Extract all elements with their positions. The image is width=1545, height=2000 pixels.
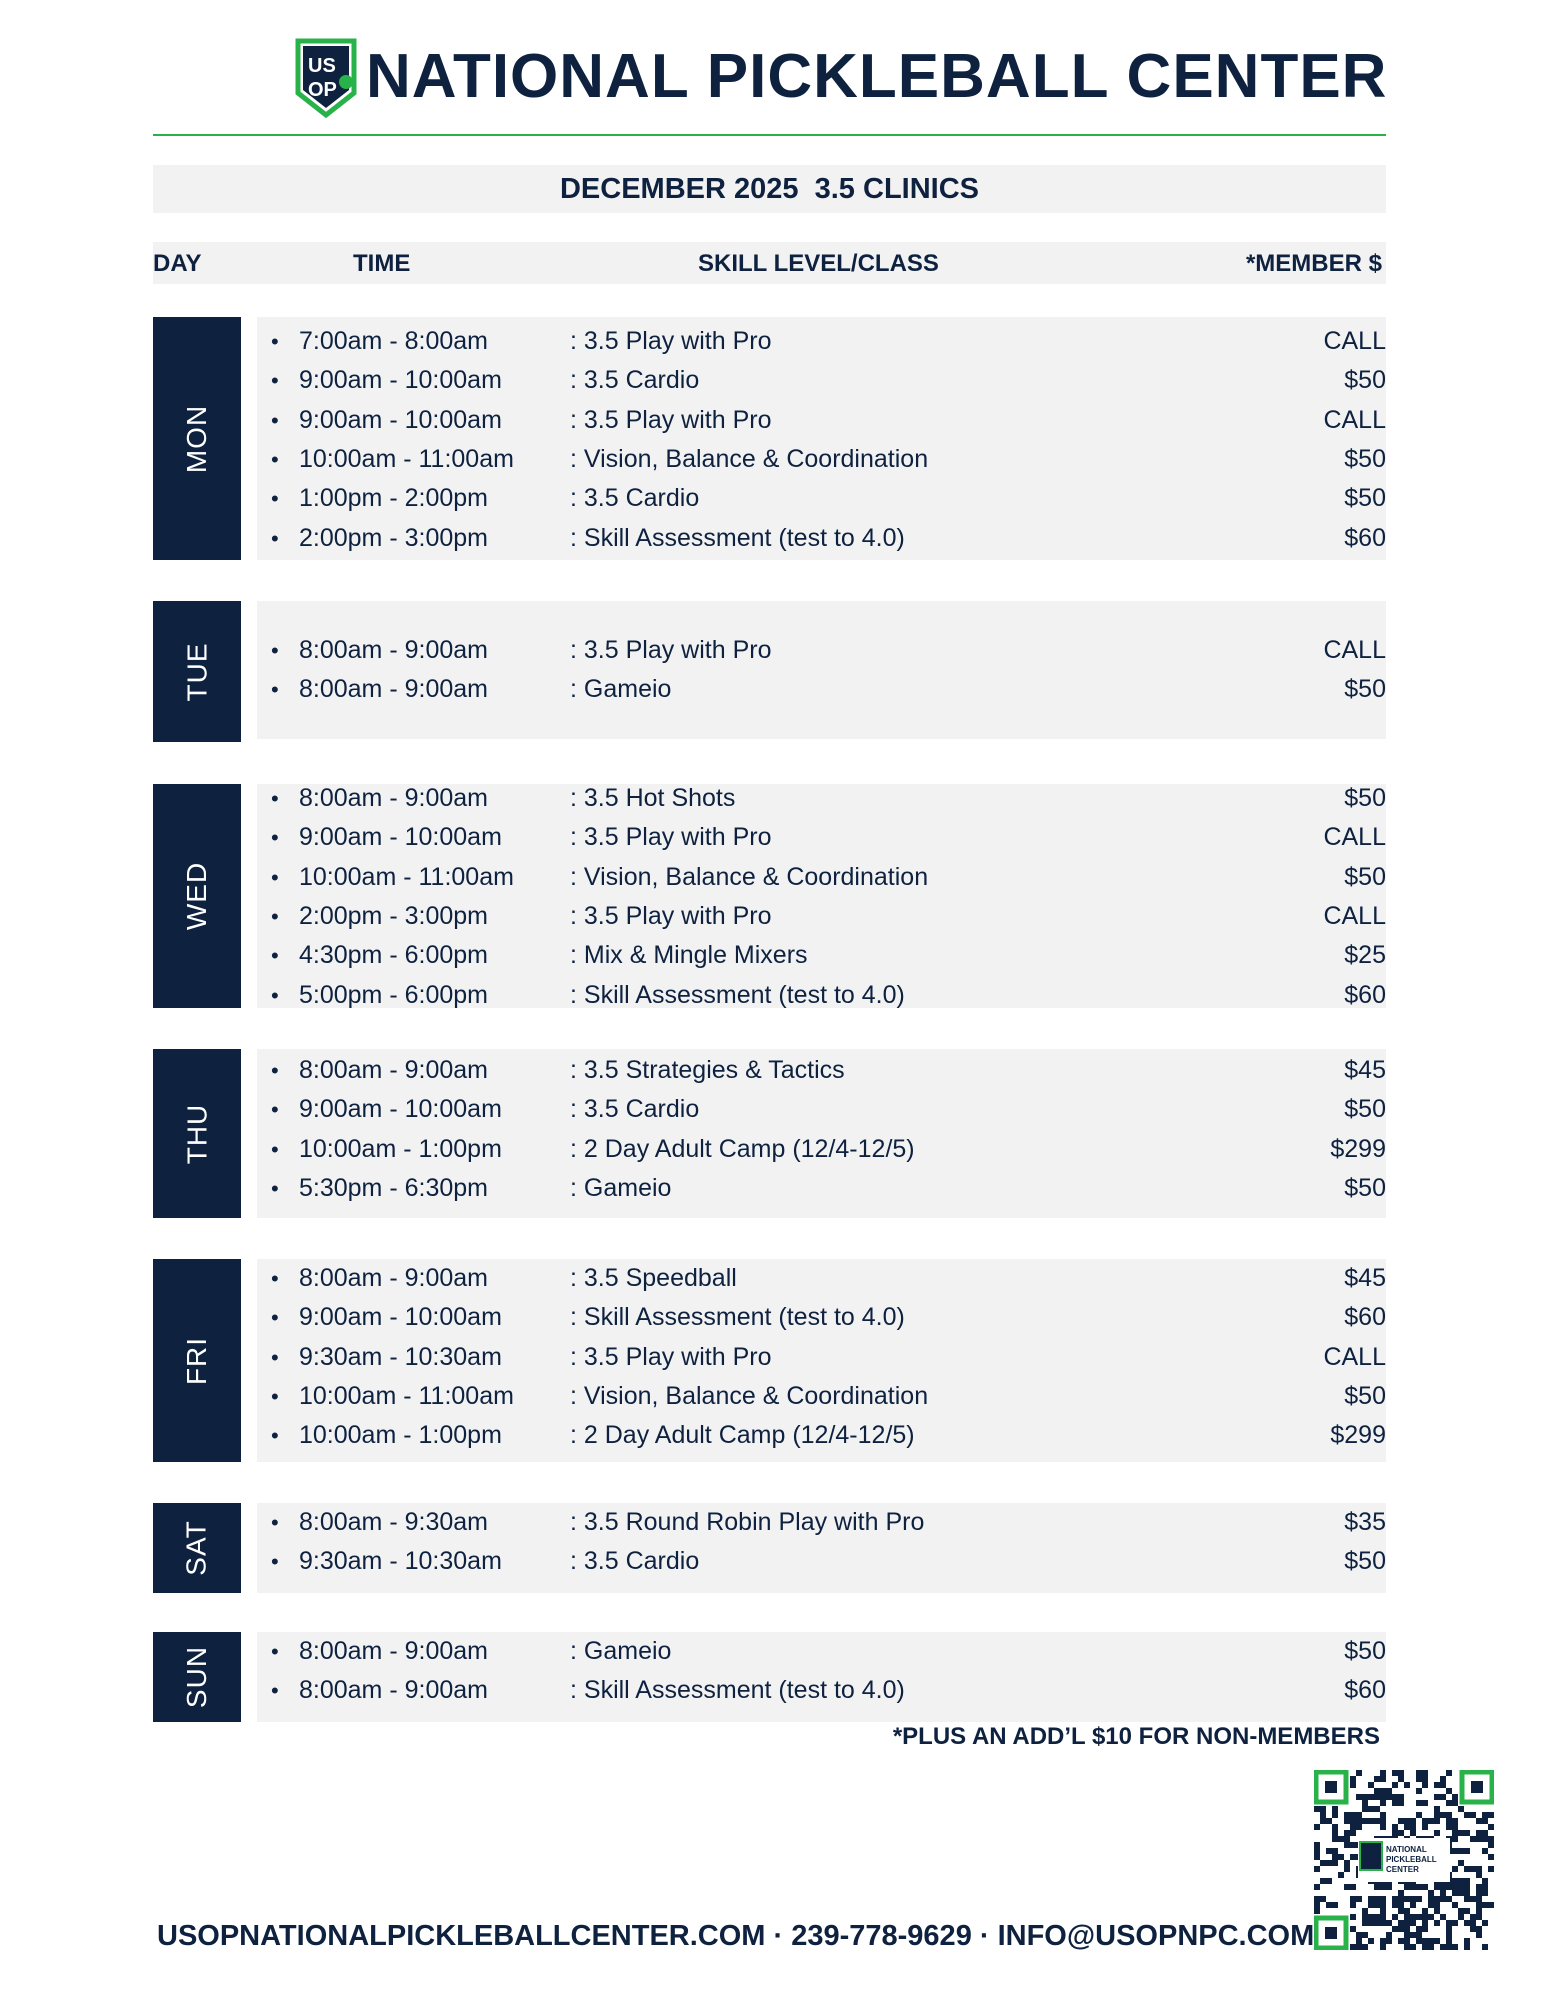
header — [0, 30, 1545, 130]
day-label: SAT — [180, 1520, 212, 1576]
list-item — [257, 670, 1386, 709]
bullet-icon: • — [271, 1383, 279, 1409]
session-price: CALL — [1323, 327, 1386, 355]
session-time: 9:00am - 10:00am — [299, 823, 502, 852]
day-panel-sun — [257, 1632, 1386, 1722]
bullet-icon: • — [271, 368, 279, 394]
session-class: : 3.5 Strategies & Tactics — [570, 1056, 845, 1084]
bullet-icon: • — [271, 982, 279, 1008]
session-price: CALL — [1323, 901, 1386, 930]
session-class: : 3.5 Round Robin Play with Pro — [570, 1508, 925, 1536]
bullet-icon: • — [271, 1305, 279, 1331]
session-time: 2:00pm - 3:00pm — [299, 523, 488, 552]
list-item — [257, 1338, 1386, 1377]
list-item — [257, 631, 1386, 670]
session-price: $50 — [1344, 1173, 1386, 1202]
bullet-icon: • — [271, 446, 279, 472]
day-tab-mon — [153, 317, 241, 560]
session-time: 10:00am - 11:00am — [299, 444, 514, 473]
session-time: 8:00am - 9:00am — [299, 1264, 488, 1292]
session-price: $50 — [1344, 1381, 1386, 1410]
session-time: 10:00am - 11:00am — [299, 862, 514, 891]
bullet-icon: • — [271, 329, 279, 354]
list-item — [257, 897, 1386, 936]
session-class: : 3.5 Cardio — [570, 484, 700, 513]
session-class: : Skill Assessment (test to 4.0) — [570, 980, 905, 1009]
bullet-icon: • — [271, 1058, 279, 1083]
session-price: $60 — [1344, 523, 1386, 552]
session-class: : Skill Assessment (test to 4.0) — [570, 523, 905, 552]
day-tab-wed — [153, 784, 241, 1008]
session-price: $50 — [1344, 484, 1386, 513]
svg-text:NATIONAL: NATIONAL — [1386, 1845, 1427, 1854]
session-price: $50 — [1344, 1095, 1386, 1124]
session-time: 9:00am - 10:00am — [299, 366, 502, 395]
session-time: 5:00pm - 6:00pm — [299, 980, 488, 1009]
session-class: : Skill Assessment (test to 4.0) — [570, 1303, 905, 1332]
session-time: 9:00am - 10:00am — [299, 405, 502, 434]
day-label: MON — [180, 404, 212, 473]
bullet-icon: • — [271, 903, 279, 929]
day-panel-wed — [257, 784, 1386, 1008]
list-item — [257, 1130, 1386, 1169]
session-price: $25 — [1344, 941, 1386, 970]
list-item — [257, 976, 1386, 1015]
session-price: $50 — [1344, 1637, 1386, 1665]
session-price: $299 — [1330, 1421, 1386, 1450]
page-title: DECEMBER 2025 3.5 CLINICS — [153, 165, 1386, 213]
session-class: : Mix & Mingle Mixers — [570, 941, 808, 970]
session-time: 10:00am - 1:00pm — [299, 1134, 502, 1163]
session-price: $60 — [1344, 980, 1386, 1009]
session-price: CALL — [1323, 405, 1386, 434]
session-time: 10:00am - 1:00pm — [299, 1421, 502, 1450]
non-member-note: *PLUS AN ADD’L $10 FOR NON-MEMBERS — [892, 1723, 1380, 1750]
session-class: : 2 Day Adult Camp (12/4-12/5) — [570, 1421, 915, 1450]
bullet-icon: • — [271, 1423, 279, 1449]
session-class: : Gameio — [570, 675, 672, 704]
session-time: 9:00am - 10:00am — [299, 1303, 502, 1332]
session-time: 5:30pm - 6:30pm — [299, 1173, 488, 1202]
session-price: $299 — [1330, 1134, 1386, 1163]
list-item — [257, 1169, 1386, 1208]
list-item — [257, 936, 1386, 975]
list-item — [257, 1416, 1386, 1455]
session-class: : Vision, Balance & Coordination — [570, 444, 929, 473]
column-header-member-price: *MEMBER $ — [1245, 250, 1382, 277]
bullet-icon: • — [271, 1510, 279, 1535]
session-time: 8:00am - 9:00am — [299, 1056, 488, 1084]
session-price: $50 — [1344, 444, 1386, 473]
day-label: TUE — [181, 642, 212, 701]
session-price: CALL — [1323, 823, 1386, 852]
day-panel-tue — [257, 601, 1386, 739]
session-class: : 3.5 Play with Pro — [570, 823, 772, 852]
svg-text:US: US — [308, 55, 336, 77]
session-price: $60 — [1344, 1303, 1386, 1332]
footer-contact: USOPNATIONALPICKLEBALLCENTER.COM · 239-778-9629 · INFO@USOPNPC.COM — [157, 1920, 1315, 1952]
usop-logo-icon — [295, 38, 357, 118]
session-price: $45 — [1344, 1056, 1386, 1084]
session-class: : 3.5 Speedball — [570, 1264, 737, 1292]
bullet-icon: • — [271, 677, 279, 703]
session-class: : Skill Assessment (test to 4.0) — [570, 1676, 905, 1705]
column-header-time: TIME — [353, 250, 411, 277]
svg-text:OP: OP — [308, 79, 337, 101]
list-item — [257, 519, 1386, 558]
qr-code-icon — [1314, 1770, 1494, 1950]
list-item — [257, 1051, 1386, 1090]
session-class: : 3.5 Play with Pro — [570, 1342, 772, 1371]
day-panel-thu — [257, 1049, 1386, 1218]
session-class: : 3.5 Play with Pro — [570, 327, 772, 355]
bullet-icon: • — [271, 825, 279, 851]
session-class: : 3.5 Cardio — [570, 366, 700, 395]
bullet-icon: • — [271, 1266, 279, 1291]
day-panel-fri — [257, 1259, 1386, 1462]
session-price: $50 — [1344, 862, 1386, 891]
session-price: $60 — [1344, 1676, 1386, 1705]
bullet-icon: • — [271, 407, 279, 433]
session-price: $50 — [1344, 675, 1386, 704]
list-item — [257, 818, 1386, 857]
session-class: : 3.5 Cardio — [570, 1547, 700, 1576]
session-price: CALL — [1323, 1342, 1386, 1371]
session-class: : 3.5 Play with Pro — [570, 901, 772, 930]
session-time: 8:00am - 9:00am — [299, 784, 488, 812]
session-price: CALL — [1323, 636, 1386, 664]
session-time: 8:00am - 9:30am — [299, 1508, 488, 1536]
list-item — [257, 440, 1386, 479]
day-tab-sun — [153, 1632, 241, 1722]
session-price: $45 — [1344, 1264, 1386, 1292]
session-class: : 3.5 Play with Pro — [570, 636, 772, 664]
session-class: : Vision, Balance & Coordination — [570, 1381, 929, 1410]
column-header-day: DAY — [153, 250, 202, 277]
day-tab-fri — [153, 1259, 241, 1462]
day-label: FRI — [180, 1336, 212, 1385]
session-time: 8:00am - 9:00am — [299, 636, 488, 664]
list-item — [257, 1259, 1386, 1298]
session-time: 2:00pm - 3:00pm — [299, 901, 488, 930]
session-time: 8:00am - 9:00am — [299, 1637, 488, 1665]
day-tab-sat — [153, 1503, 241, 1593]
bullet-icon: • — [271, 486, 279, 512]
session-price: $50 — [1344, 1547, 1386, 1576]
session-class: : 3.5 Play with Pro — [570, 405, 772, 434]
list-item — [257, 1671, 1386, 1710]
session-class: : 3.5 Cardio — [570, 1095, 700, 1124]
session-price: $50 — [1344, 784, 1386, 812]
list-item — [257, 401, 1386, 440]
list-item — [257, 1090, 1386, 1129]
list-item — [257, 1542, 1386, 1581]
bullet-icon: • — [271, 1549, 279, 1575]
bullet-icon: • — [271, 943, 279, 969]
day-tab-thu — [153, 1049, 241, 1218]
bullet-icon: • — [271, 1344, 279, 1370]
day-panel-mon — [257, 317, 1386, 560]
session-time: 4:30pm - 6:00pm — [299, 941, 488, 970]
svg-text:PICKLEBALL: PICKLEBALL — [1386, 1855, 1437, 1864]
session-time: 9:00am - 10:00am — [299, 1095, 502, 1124]
list-item — [257, 858, 1386, 897]
session-class: : 3.5 Hot Shots — [570, 784, 736, 812]
list-item — [257, 1503, 1386, 1542]
session-class: : 2 Day Adult Camp (12/4-12/5) — [570, 1134, 915, 1163]
list-item — [257, 779, 1386, 818]
brand-title: NATIONAL PICKLEBALL CENTER — [366, 42, 1388, 111]
session-class: : Gameio — [570, 1637, 672, 1665]
svg-text:CENTER: CENTER — [1386, 1865, 1419, 1874]
list-item — [257, 1298, 1386, 1337]
day-label: WED — [180, 861, 212, 931]
session-time: 7:00am - 8:00am — [299, 327, 488, 355]
bullet-icon: • — [271, 864, 279, 890]
bullet-icon: • — [271, 1136, 279, 1162]
day-label: THU — [180, 1103, 212, 1164]
session-time: 10:00am - 11:00am — [299, 1381, 514, 1410]
column-headers — [153, 242, 1386, 284]
bullet-icon: • — [271, 525, 279, 551]
bullet-icon: • — [271, 1678, 279, 1704]
session-time: 8:00am - 9:00am — [299, 675, 488, 704]
session-time: 1:00pm - 2:00pm — [299, 484, 488, 513]
session-time: 8:00am - 9:00am — [299, 1676, 488, 1705]
day-tab-tue — [153, 601, 241, 742]
session-time: 9:30am - 10:30am — [299, 1547, 502, 1576]
list-item — [257, 1632, 1386, 1671]
bullet-icon: • — [271, 786, 279, 811]
list-item — [257, 1377, 1386, 1416]
day-label: SUN — [181, 1645, 212, 1709]
header-divider — [153, 134, 1386, 136]
session-time: 9:30am - 10:30am — [299, 1342, 502, 1371]
bullet-icon: • — [271, 1175, 279, 1201]
list-item — [257, 361, 1386, 400]
column-header-skill: SKILL LEVEL/CLASS — [698, 250, 939, 277]
session-class: : Gameio — [570, 1173, 672, 1202]
session-price: $50 — [1344, 366, 1386, 395]
session-class: : Vision, Balance & Coordination — [570, 862, 929, 891]
session-price: $35 — [1344, 1508, 1386, 1536]
bullet-icon: • — [271, 1639, 279, 1664]
bullet-icon: • — [271, 1097, 279, 1123]
day-panel-sat — [257, 1503, 1386, 1593]
bullet-icon: • — [271, 638, 279, 663]
list-item — [257, 322, 1386, 361]
list-item — [257, 479, 1386, 518]
